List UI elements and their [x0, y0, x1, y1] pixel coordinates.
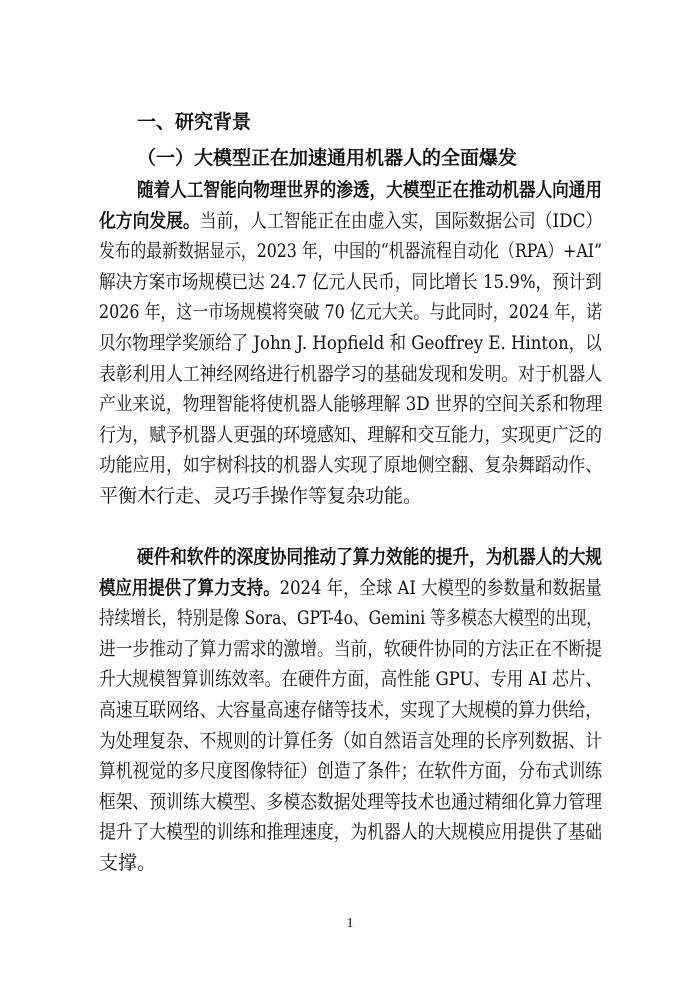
body-text-span: 框架、预训练大模型、多模态数据处理等技术也通过精细化算力管理: [99, 790, 603, 813]
paragraph-line: [99, 269, 602, 295]
body-text-span: 行为，赋予机器人更强的环境感知、理解和交互能力，实现更广泛的: [99, 423, 603, 446]
paragraph-line: [99, 391, 602, 417]
body-text-span: 升大规模智算训练效率。在硬件方面，高性能 GPU、专用 AI 芯片、: [99, 668, 602, 691]
body-text-span: 提升了大模型的训练和推理速度，为机器人的大规模应用提供了基础: [99, 821, 603, 844]
paragraph-line: [99, 299, 602, 325]
bold-lead-text: 硬件和软件的深度协同推动了算力效能的提升，为机器人的大规: [137, 546, 603, 568]
bold-lead-text: 化方向发展。: [99, 209, 200, 232]
bold-lead-text: 模应用提供了算力支持。: [99, 576, 280, 599]
body-text-span: 平衡木行走、灵巧手操作等复杂功能。: [99, 485, 423, 507]
paragraph-line: [99, 697, 602, 723]
paragraph-line: [99, 330, 602, 356]
paragraph-line: [99, 575, 602, 601]
paragraph-line: [99, 728, 602, 754]
paragraph-line: [99, 208, 602, 234]
paragraph-line: [99, 483, 422, 509]
subsection-heading: （一）大模型正在加速通用机器人的全面爆发: [137, 147, 518, 169]
paragraph-line: [99, 636, 602, 662]
body-text-span: 2024 年，全球 AI 大模型的参数量和数据量: [279, 576, 602, 599]
paragraph-line: [99, 666, 602, 692]
paragraph-line: [137, 177, 602, 203]
paragraph-line: [99, 605, 602, 631]
body-text-span: 持续增长，特别是像 Sora、GPT-4o、Gemini 等多模态大模型的出现，: [99, 607, 602, 630]
bold-lead-text: 随着人工智能向物理世界的渗透，大模型正在推动机器人向通用: [137, 179, 603, 201]
body-text-span: 为处理复杂、不规则的计算任务（如自然语言处理的长序列数据、计: [99, 729, 603, 752]
body-text-span: 贝尔物理学奖颁给了 John J. Hopfield 和 Geoffrey E. Hinton，以: [99, 332, 602, 354]
body-text-span: 解决方案市场规模已达 24.7 亿元人民币，同比增长 15.9%，预计到: [99, 270, 602, 293]
paragraph-line: [99, 758, 602, 784]
paragraph-line: [99, 361, 602, 387]
paragraph-line: [137, 544, 602, 570]
body-text-span: 产业来说，物理智能将使机器人能够理解 3D 世界的空间关系和物理: [99, 393, 603, 416]
body-text-span: 当前，人工智能正在由虚入实，国际数据公司（IDC）: [199, 209, 603, 232]
paragraph-line: [99, 819, 602, 845]
paragraph-line: [99, 238, 602, 264]
paragraph-line: [99, 789, 602, 815]
body-text-span: 表彰利用人工神经网络进行机器学习的基础发现和发明。对于机器人: [99, 362, 603, 385]
paragraph-line: [99, 850, 156, 876]
body-text-span: 算机视觉的多尺度图像特征）创造了条件；在软件方面，分布式训练: [99, 760, 603, 783]
body-text-span: 支撑。: [99, 852, 157, 874]
body-text-span: 高速互联网络、大容量高速存储等技术，实现了大规模的算力供给，: [99, 699, 603, 721]
paragraph-line: [99, 452, 602, 478]
body-text-span: 发布的最新数据显示，2023 年，中国的“机器流程自动化（RPA）+AI”: [99, 240, 603, 263]
page-number: 1: [346, 916, 354, 931]
section-heading: 一、研究背景: [137, 111, 252, 133]
body-text-span: 2026 年，这一市场规模将突破 70 亿元大关。与此同时，2024 年，诺: [99, 301, 603, 324]
body-text-span: 功能应用，如宇树科技的机器人实现了原地侧空翻、复杂舞蹈动作、: [99, 454, 603, 477]
body-text-span: 进一步推动了算力需求的激增。当前，软硬件协同的方法正在不断提: [99, 637, 603, 660]
paragraph-line: [99, 422, 602, 448]
